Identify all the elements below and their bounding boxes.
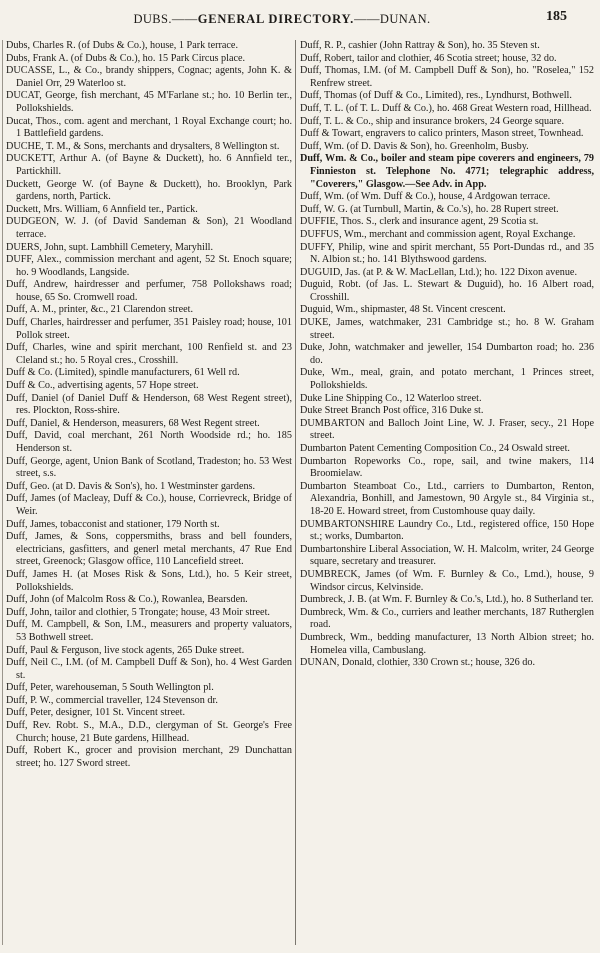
directory-entry: Duff, James (of Macleay, Duff & Co.), house, Corrievreck, Bridge of Weir. [6, 493, 292, 517]
directory-entry: DUNAN, Donald, clothier, 330 Crown st.; house, 326 do. [300, 657, 536, 669]
directory-entry: Duff, John (of Malcolm Ross & Co.), Rowanlea, Bearsden. [6, 594, 248, 606]
directory-entry-highlighted: Duff, Wm. & Co., boiler and steam pipe coverers and engineers, 79 Finnieston st. Telephone No. 4771; telegraphic address, "Coverers," Glasgow.—See Adv. in App. [300, 153, 594, 190]
running-head-left: DUBS.—— [133, 12, 198, 26]
directory-entry: Duff, Paul & Ferguson, live stock agents, 265 Duke street. [6, 644, 245, 656]
directory-entry: DUFFY, Philip, wine and spirit merchant, 55 Port-Dundas rd., and 35 N. Albion st.; ho. 141 Blythswood gardens. [300, 241, 594, 266]
directory-entry: DUFF, Alex., commission merchant and agent, 52 St. Enoch square; ho. 9 Woodlands, Langside. [6, 254, 292, 278]
directory-entry: DUMBARTONSHIRE Laundry Co., Ltd., registered office, 150 Hope st.; works, Dumbarton. [300, 518, 594, 543]
directory-entry: Duff & Towart, engravers to calico printers, Mason street, Townhead. [300, 128, 584, 140]
directory-entry: DUDGEON, W. J. (of David Sandeman & Son), 21 Woodland terrace. [6, 216, 292, 240]
directory-entry: Duff, James H. (at Moses Risk & Sons, Ltd.), ho. 5 Keir street, Pollokshields. [6, 568, 292, 593]
directory-entry: Dumbartonshire Liberal Association, W. H. Malcolm, writer, 24 George square, secretary and treasurer. [300, 543, 594, 568]
directory-entry: Duff, P. W., commercial traveller, 124 Stevenson dr. [6, 694, 218, 706]
directory-entry: DUFFUS, Wm., merchant and commission agent, Royal Exchange. [300, 228, 576, 240]
directory-entry: Duff, W. G. (at Turnbull, Martin, & Co.'s), ho. 28 Rupert street. [300, 203, 559, 215]
directory-entry: Dumbreck, J. B. (at Wm. F. Burnley & Co.'s, Ltd.), ho. 8 Sutherland ter. [300, 594, 594, 606]
directory-entry: Duff, Geo. (at D. Davis & Son's), ho. 1 Westminster gardens. [6, 480, 256, 492]
directory-entry: Duff, Thomas (of Duff & Co., Limited), res., Lyndhurst, Bothwell. [300, 90, 572, 102]
running-head [92, 12, 472, 27]
directory-entry: Dumbarton Ropeworks Co., rope, sail, and twine makers, 114 Broomielaw. [300, 455, 594, 480]
directory-entry: Duff, John, tailor and clothier, 5 Trongate; house, 43 Moir street. [6, 606, 270, 618]
directory-entry: Duff, David, coal merchant, 261 North Woodside rd.; ho. 185 Henderson st. [6, 430, 292, 454]
directory-entry: DUFFIE, Thos. S., clerk and insurance agent, 29 Scotia st. [300, 216, 539, 228]
directory-entry: Duff, Peter, warehouseman, 5 South Wellington pl. [6, 682, 214, 694]
directory-entry: Duff, Rev. Robt. S., M.A., D.D., clergyman of St. George's Free Church; house, 21 Bute gardens, Hillhead. [6, 720, 292, 744]
directory-entry: Duke, Wm., meal, grain, and potato merchant, 1 Princes street, Pollokshields. [300, 367, 594, 392]
directory-entry: DUCAT, George, fish merchant, 45 M'Farlane st.; ho. 10 Berlin ter., Pollokshields. [6, 90, 292, 114]
directory-entry: Duff & Co. (Limited), spindle manufacturers, 61 Well rd. [6, 367, 240, 379]
column-divider [295, 40, 296, 945]
directory-entry: Duke Line Shipping Co., 12 Waterloo street. [300, 392, 482, 404]
directory-entry: Duff, Robert, tailor and clothier, 46 Scotia street; house, 32 do. [300, 52, 557, 64]
directory-entry: Dumbreck, Wm. & Co., curriers and leather merchants, 187 Rutherglen road. [300, 606, 594, 631]
directory-entry: Duff, A. M., printer, &c., 21 Clarendon street. [6, 304, 193, 316]
directory-entry: Duff, Charles, hairdresser and perfumer, 351 Paisley road; house, 101 Pollok street. [6, 317, 292, 341]
directory-entry: Duff, T. L. (of T. L. Duff & Co.), ho. 468 Great Western road, Hillhead. [300, 102, 592, 114]
directory-entry: DUERS, John, supt. Lambhill Cemetery, Maryhill. [6, 241, 214, 253]
directory-entry: Dumbreck, Wm., bedding manufacturer, 13 North Albion street; ho. Homelea villa, Cambuslang. [300, 631, 594, 656]
directory-entry: Duff, Daniel (of Daniel Duff & Henderson, 68 West Regent street), res. Plockton, Ross-shire. [6, 392, 292, 417]
directory-entry: Duckett, Mrs. William, 6 Annfield ter., Partick. [6, 203, 198, 215]
running-head-right: ——DUNAN. [354, 12, 431, 26]
directory-entry: Duke, John, watchmaker and jeweller, 154 Dumbarton road; ho. 236 do. [300, 342, 594, 366]
page-header [0, 6, 600, 34]
directory-entry: Duff, R. P., cashier (John Rattray & Son), ho. 35 Steven st. [300, 40, 540, 51]
directory-entry: Duff, Robert K., grocer and provision merchant, 29 Dunchattan street; ho. 127 Sword street. [6, 745, 292, 769]
directory-entry: Duff, Daniel, & Henderson, measurers, 68 West Regent street. [6, 417, 260, 429]
right-column [300, 40, 594, 945]
directory-entry: Duff, George, agent, Union Bank of Scotland, Tradeston; ho. 53 West street, s.s. [6, 455, 292, 480]
directory-entry: Duff, Charles, wine and spirit merchant, 100 Renfield st. and 23 Cleland st.; ho. 5 Royal cres., Crosshill. [6, 342, 292, 366]
directory-entry: Duff & Co., advertising agents, 57 Hope street. [6, 380, 199, 392]
directory-entry: Duff, Thomas, I.M. (of M. Campbell Duff & Son), ho. "Roselea," 152 Renfrew street. [300, 65, 594, 89]
directory-entry: Duff, James, & Sons, coppersmiths, brass and bell founders, electricians, gasfitters, and generl metal merchants, 47 Rue End street, Greenock; Glasgow office, 110 Lancefield street. [6, 531, 292, 568]
left-column [6, 40, 292, 945]
directory-entry: Duff, Peter, designer, 101 St. Vincent street. [6, 707, 185, 719]
directory-entry: Duke Street Branch Post office, 316 Duke st. [300, 405, 484, 417]
directory-entry: DUKE, James, watchmaker, 231 Cambridge st.; ho. 8 W. Graham street. [300, 317, 594, 341]
directory-entry: Ducat, Thos., com. agent and merchant, 1 Royal Exchange court; ho. 1 Battlefield gardens. [6, 115, 292, 140]
directory-entry: Duff, T. L. & Co., ship and insurance brokers, 24 George square. [300, 115, 565, 127]
directory-entry: DUCHE, T. M., & Sons, merchants and drysalters, 8 Wellington st. [6, 140, 280, 152]
page-number: 185 [546, 9, 567, 24]
running-head-title: GENERAL DIRECTORY. [197, 12, 355, 26]
directory-entry: Duff, Wm. (of Wm. Duff & Co.), house, 4 Ardgowan terrace. [300, 191, 551, 203]
directory-entry: DUGUID, Jas. (at P. & W. MacLellan, Ltd.); ho. 122 Dixon avenue. [300, 266, 577, 278]
directory-entry: Duff, Wm. (of D. Davis & Son), ho. Greenholm, Busby. [300, 140, 529, 152]
directory-entry: Duff, James, tobacconist and stationer, 179 North st. [6, 518, 220, 530]
directory-entry: DUCASSE, L., & Co., brandy shippers, Cognac; agents, John K. & Daniel Orr, 29 Waterloo st. [6, 65, 292, 89]
directory-entry: Duckett, George W. (of Bayne & Duckett), ho. Brooklyn, Park gardens, north, Partick. [6, 178, 292, 203]
directory-entry: DUMBARTON and Balloch Joint Line, W. J. Fraser, secy., 21 Hope street. [300, 417, 594, 442]
directory-entry: Dumbarton Steamboat Co., Ltd., carriers to Dumbarton, Renton, Alexandria, Bonhill, and Jamestown, 90 Argyle st., 84 Virginia st., 18-20 E. Howard street, from Customhouse quay daily. [300, 480, 594, 517]
directory-entry: Duff, Andrew, hairdresser and perfumer, 758 Pollokshaws road; house, 65 So. Cromwell road. [6, 279, 292, 303]
directory-entry: Dubs, Frank A. (of Dubs & Co.), ho. 15 Park Circus place. [6, 52, 246, 64]
directory-entry: Dubs, Charles R. (of Dubs & Co.), house, 1 Park terrace. [6, 40, 239, 51]
directory-entry: Duguid, Wm., shipmaster, 48 St. Vincent crescent. [300, 304, 506, 316]
left-margin-rule [2, 40, 3, 945]
directory-entry: DUCKETT, Arthur A. (of Bayne & Duckett), ho. 6 Annfield ter., Partickhill. [6, 153, 292, 177]
directory-entry: Duguid, Robt. (of Jas. L. Stewart & Duguid), ho. 16 Albert road, Crosshill. [300, 279, 594, 303]
directory-entry: Duff, M. Campbell, & Son, I.M., measurers and property valuators, 53 Bothwell street. [6, 619, 292, 643]
directory-entry: DUMBRECK, James (of Wm. F. Burnley & Co., Lmd.), house, 9 Windsor circus, Kelvinside. [300, 568, 594, 593]
directory-entry: Duff, Neil C., I.M. (of M. Campbell Duff & Son), ho. 4 West Garden st. [6, 657, 292, 681]
directory-entry: Dumbarton Patent Cementing Composition Co., 24 Oswald street. [300, 443, 570, 454]
